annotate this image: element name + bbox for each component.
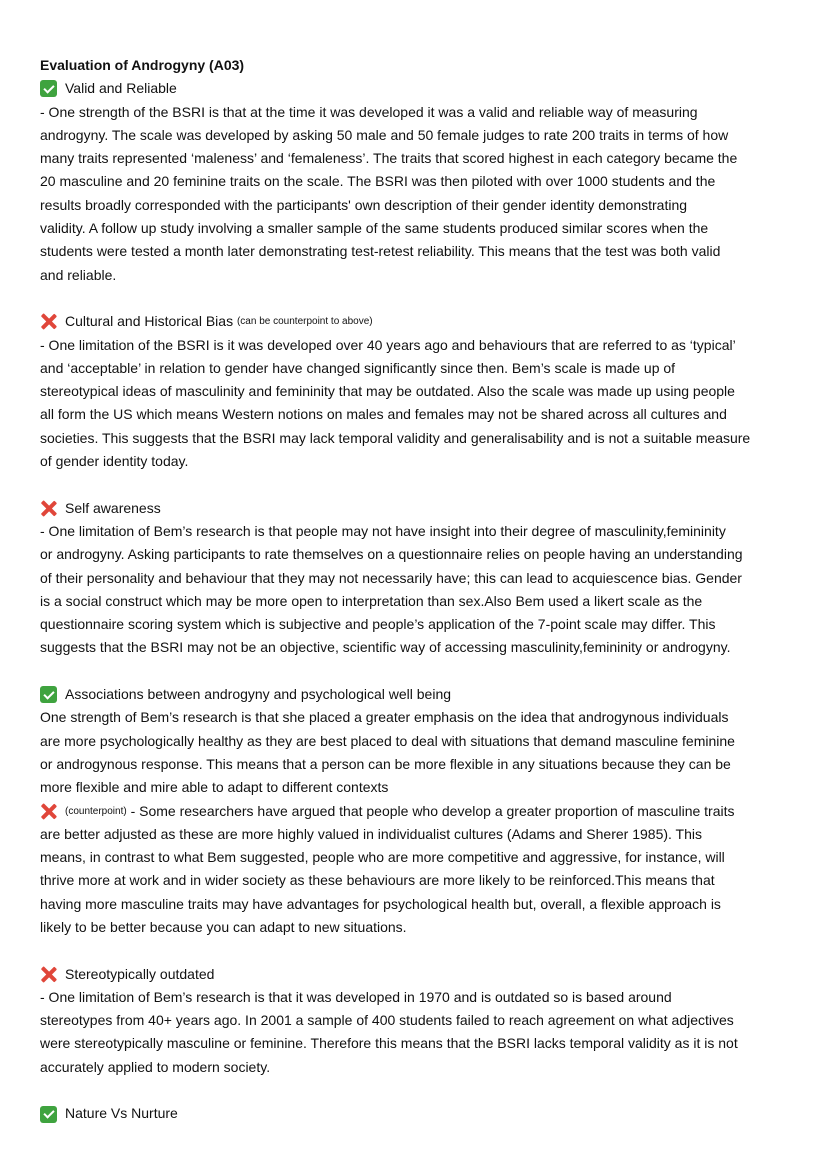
document-title: Evaluation of Androgyny (A03) [40, 57, 245, 73]
section-heading [40, 497, 808, 520]
section-heading [40, 310, 808, 333]
section-heading [40, 77, 808, 100]
cross-mark-icon [40, 803, 57, 820]
section-2 [40, 497, 808, 660]
paragraph-line: are more psychologically healthy as they are best placed to deal with situations that demand masculine feminine [40, 732, 735, 749]
paragraph-line: results broadly corresponded with the participants' own description of their gender identity demonstrating [40, 196, 688, 213]
section-heading [40, 683, 808, 706]
paragraph-line: or androgynous response. This means that a person can be more flexible in any situations because they can be [40, 755, 731, 772]
cross-mark-icon [40, 500, 57, 517]
section-spacer [40, 660, 808, 683]
paragraph-line: and reliable. [40, 266, 117, 283]
section-heading [40, 1102, 808, 1125]
section-4 [40, 963, 808, 1079]
paragraph-line: were stereotypically masculine or feminine. Therefore this means that the BSRI lacks temporal validity as it is not [40, 1035, 738, 1052]
paragraph-line: is a social construct which may be more open to interpretation than sex.Also Bem used a likert scale as the [40, 592, 703, 609]
section-spacer [40, 1079, 808, 1102]
document-body [40, 77, 808, 1125]
paragraph-line: suggests that the BSRI may not be an objective, scientific way of accessing masculinity,femininity or androgyny. [40, 639, 731, 656]
paragraph-line: One strength of Bem’s research is that she placed a greater emphasis on the idea that androgynous individuals [40, 709, 729, 726]
section-note: (can be counterpoint to above) [236, 316, 373, 328]
paragraph-line: 20 masculine and 20 feminine traits on the scale. The BSRI was then piloted with over 1000 students and the [40, 173, 716, 190]
paragraph-line: stereotypes from 40+ years ago. In 2001 a sample of 400 students failed to reach agreement on what adjectives [40, 1012, 734, 1029]
paragraph-line: more flexible and mire able to adapt to different contexts [40, 779, 389, 796]
cross-mark-icon [40, 966, 57, 983]
section-spacer [40, 473, 808, 496]
paragraph-line: - One limitation of the BSRI is it was developed over 40 years ago and behaviours that are referred to as ‘typical’ [40, 336, 736, 353]
paragraph-line: stereotypical ideas of masculinity and femininity that may be outdated. Also the scale was made up using people [40, 383, 735, 400]
paragraph-line: - One strength of the BSRI is that at the time it was developed it was a valid and reliable way of measuring [40, 103, 698, 120]
section-spacer [40, 287, 808, 310]
paragraph-line: means, in contrast to what Bem suggested, people who are more competitive and aggressive, for instance, will [40, 849, 725, 866]
section-heading-text: Valid and Reliable [65, 80, 177, 97]
section-heading-text: Nature Vs Nurture [65, 1105, 178, 1122]
check-mark-icon [40, 686, 57, 703]
paragraph-line: of gender identity today. [40, 453, 189, 470]
paragraph-line: questionnaire scoring system which is subjective and people’s application of the 7-point scale may differ. This [40, 616, 716, 633]
paragraph-line: and ‘acceptable’ in relation to gender have changed significantly since then. Bem’s scale is made up of [40, 359, 676, 376]
counterpoint-line [40, 800, 808, 823]
paragraph-line: many traits represented ‘maleness’ and ‘femaleness’. The traits that scored highest in each category became the [40, 150, 738, 167]
section-heading-text: Self awareness [65, 499, 161, 516]
section-heading-text: Stereotypically outdated [65, 965, 215, 982]
section-heading-text: Cultural and Historical Bias [65, 313, 234, 330]
paragraph-line: validity. A follow up study involving a smaller sample of the same students produced similar scores when the [40, 220, 709, 237]
paragraph-line: or androgyny. Asking participants to rate themselves on a questionnaire relies on people having an understanding [40, 546, 743, 563]
check-mark-icon [40, 1106, 57, 1123]
paragraph-line: likely to be better because you can adapt to new situations. [40, 918, 407, 935]
paragraph-line: of their personality and behaviour that they may not necessarily have; this can lead to acquiescence bias. Gender [40, 569, 742, 586]
section-3 [40, 683, 808, 939]
paragraph-line: societies. This suggests that the BSRI may lack temporal validity and generalisability and is not a suitable measure [40, 429, 751, 446]
check-mark-icon [40, 80, 57, 97]
paragraph-line: students were tested a month later demonstrating test-retest reliability. This means that the test was both valid [40, 243, 721, 260]
paragraph-line: are better adjusted as these are more highly valued in individualist cultures (Adams and Sherer 1985). This [40, 825, 702, 842]
paragraph-line: - One limitation of Bem’s research is that it was developed in 1970 and is outdated so is based around [40, 988, 672, 1005]
paragraph-line: thrive more at work and in wider society as these behaviours are more likely to be reinforced.This means that [40, 872, 715, 889]
paragraph-line: accurately applied to modern society. [40, 1058, 271, 1075]
paragraph-line: - One limitation of Bem’s research is that people may not have insight into their degree of masculinity,femininity [40, 522, 726, 539]
cross-mark-icon [40, 313, 57, 330]
section-heading [40, 963, 808, 986]
section-heading-text: Associations between androgyny and psychological well being [65, 686, 452, 703]
section-1 [40, 310, 808, 473]
section-0 [40, 77, 808, 287]
paragraph-line: having more masculine traits may have advantages for psychological health but, overall, a flexible approach is [40, 895, 721, 912]
paragraph-line: all form the US which means Western notions on males and females may not be shared across all cultures and [40, 406, 727, 423]
section-5 [40, 1102, 808, 1125]
counterpoint-text: - Some researchers have argued that people who develop a greater proportion of masculine traits [126, 802, 735, 819]
section-spacer [40, 939, 808, 962]
counterpoint-note: (counterpoint) [65, 805, 127, 817]
paragraph-line: androgyny. The scale was developed by asking 50 male and 50 female judges to rate 200 traits in terms of how [40, 126, 729, 143]
